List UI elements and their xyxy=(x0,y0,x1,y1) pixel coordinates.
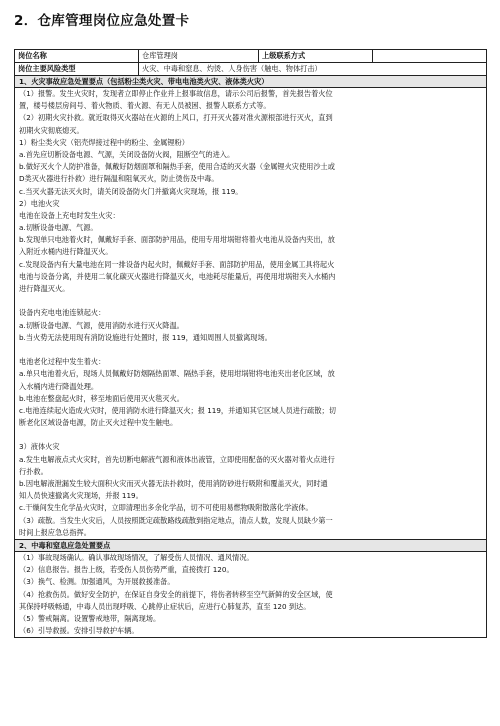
content-line: （5）警戒隔离。设置警戒地带，隔离现场。 xyxy=(19,613,161,623)
section-fire-header: 1、火灾事故应急处置要点（包括粉尘类火灾、带电电池类火灾、液体类火灾） xyxy=(15,76,486,88)
content-line: b.因电解液泄漏发生较大面积火灾而灭火器无法扑救时，使用消防砂进行吸附和覆盖灭火，同时通 xyxy=(19,479,328,488)
content-line xyxy=(19,429,482,441)
content-line: （6）引导救援。安排引导救护车辆。 xyxy=(19,626,139,636)
content-line: a.切断设备电源、气源，使用消防水进行灭火降温。 xyxy=(19,320,184,330)
content-line: 3）液体火灾 xyxy=(19,442,60,452)
content-line: D类灭火器进行扑救）进行隔温和阻氧灭火，防止烫伤及中毒。 xyxy=(19,174,219,184)
content-line: 电池在设备上充电时发生火灾： xyxy=(19,210,120,220)
content-line: 设备内充电电池连锁起火： xyxy=(19,308,106,318)
info-row-post xyxy=(15,50,486,63)
post-name-label: 岗位名称 xyxy=(18,51,47,60)
content-line: 断老化区域设备电源，防止灭火过程中发生触电。 xyxy=(19,418,178,428)
risk-type-label: 岗位主要风险类型 xyxy=(18,64,76,73)
content-line: 2）电池火灾 xyxy=(19,198,60,208)
content-line: 时间上报应急总指挥。 xyxy=(19,527,91,537)
content-line: c.发现设备内有大量电池在同一排设备内起火时，佩戴好手套、面部防护用品，使用金属工具将起火 xyxy=(19,259,335,269)
content-line: a.切断设备电源、气源。 xyxy=(19,223,98,233)
content-line: （2）信息报告。报告上级，若受伤人员伤势严重，直接拨打 120。 xyxy=(19,565,234,575)
content-line: b.发现单只电池着火时，佩戴好手套、面部防护用品，使用专用坩埚钳将着火电池从设备内夹出，放 xyxy=(19,235,335,245)
contact-label: 上级联系方式 xyxy=(258,50,372,62)
content-line: （3）换气、检测。加强通风，为开展救援准备。 xyxy=(19,577,175,587)
content-line: 电池与设备分离，并使用二氧化碳灭火器进行降温灭火，电池耗尽能量后，再使用坩埚钳夹入水桶内 xyxy=(19,271,336,281)
emergency-card-table xyxy=(14,49,487,638)
content-line: （1）事故现场确认。确认事故现场情况，了解受伤人员情况、通风情况。 xyxy=(19,552,254,562)
page-title: 2．仓库管理岗位应急处置卡 xyxy=(14,13,190,29)
content-line: 置，楼号楼层房间号、着火物质、着火源、有无人员被困、报警人联系方式等。 xyxy=(19,101,271,111)
content-line: 其保持呼吸畅通，中毒人员出现呼吸、心跳停止症状后，应进行心肺复苏，直至 120 到达。 xyxy=(19,601,311,611)
content-line xyxy=(19,344,482,356)
content-line: a.首先应切断设备电源、气源，关闭设备防火阀，阻断空气的进入。 xyxy=(19,149,235,159)
content-line: a.发生电解液点式火灾时，首先切断电解液气源和液体出液管，立即使用配备的灭火器对着火点进行 xyxy=(19,454,335,464)
content-line: 入附近水桶内进行降温灭火。 xyxy=(19,247,113,257)
content-line: c.当灭火器无法灭火时，请关闭设备防火门并撤离火灾现场，报 119。 xyxy=(19,186,243,196)
content-line: c.电池连续起火造成火灾时，使用消防水进行降温灭火；报 119，并通知其它区域人员进行疏散；切 xyxy=(19,405,336,415)
section-poison-header: 2、中毒和窒息应急处置要点 xyxy=(15,539,486,552)
content-line: 入水桶内进行降温处理。 xyxy=(19,381,99,391)
content-line xyxy=(19,295,482,307)
content-line: 进行降温灭火。 xyxy=(19,284,70,293)
content-line: b.当火势无法使用现有消防设施进行处置时，报 119，通知周围人员撤离现场。 xyxy=(19,332,272,342)
content-line: a.单只电池着火后，现场人员佩戴好防烟隔热面罩、隔热手套，使用坩埚钳将电池夹出老化区域，放 xyxy=(19,369,335,379)
content-line: 知人员快速撤离火灾现场，并报 119。 xyxy=(19,491,143,501)
section-fire-body xyxy=(15,88,486,539)
content-line: （3）疏散。当发生火灾后，人员按照既定疏散路线疏散到指定地点，清点人数，发现人员缺少第一 xyxy=(19,515,333,525)
post-name-value: 仓库管理岗 xyxy=(138,50,258,62)
contact-value xyxy=(372,50,486,62)
content-line: （2）初期火灾扑救。就近取得灭火器站在火源的上风口，打开灭火器对准火源根部进行灭火，直到 xyxy=(19,113,333,123)
info-row-risk xyxy=(15,63,486,76)
content-line: b.做好灭火个人防护准备，佩戴好防烟面罩和隔热手套，使用合适的灭火器（金属锂火灾使用沙土或 xyxy=(19,162,335,172)
content-line: 电池老化过程中发生着火： xyxy=(19,357,106,367)
content-line: （1）报警。发生火灾时，发现者立即停止作业并上报事故信息，请示公司后报警，首先报告着火位 xyxy=(19,89,333,98)
content-line: c.干燥间发生化学品火灾时，立即清理出多余化学品，切不可使用易燃物吸附散落化学液体。 xyxy=(19,503,313,513)
content-line: （4）抢救伤员。做好安全防护，在保证自身安全的前提下，将伤者转移至空气新鲜的安全区域，使 xyxy=(19,589,333,599)
section-poison-body xyxy=(15,552,486,637)
content-line: 1）粉尘类火灾（铝壳焊接过程中的粉尘、金属锂粉） xyxy=(19,137,189,147)
content-line: b.电池在整盘起火时，移至地面后使用灭火毯灭火。 xyxy=(19,393,184,403)
content-line: 行扑救。 xyxy=(19,466,48,476)
content-line: 初期火灾彻底熄灭。 xyxy=(19,125,84,135)
risk-type-value: 火灾、中毒和窒息、灼烫、人身伤害（触电、物体打击） xyxy=(138,63,486,75)
